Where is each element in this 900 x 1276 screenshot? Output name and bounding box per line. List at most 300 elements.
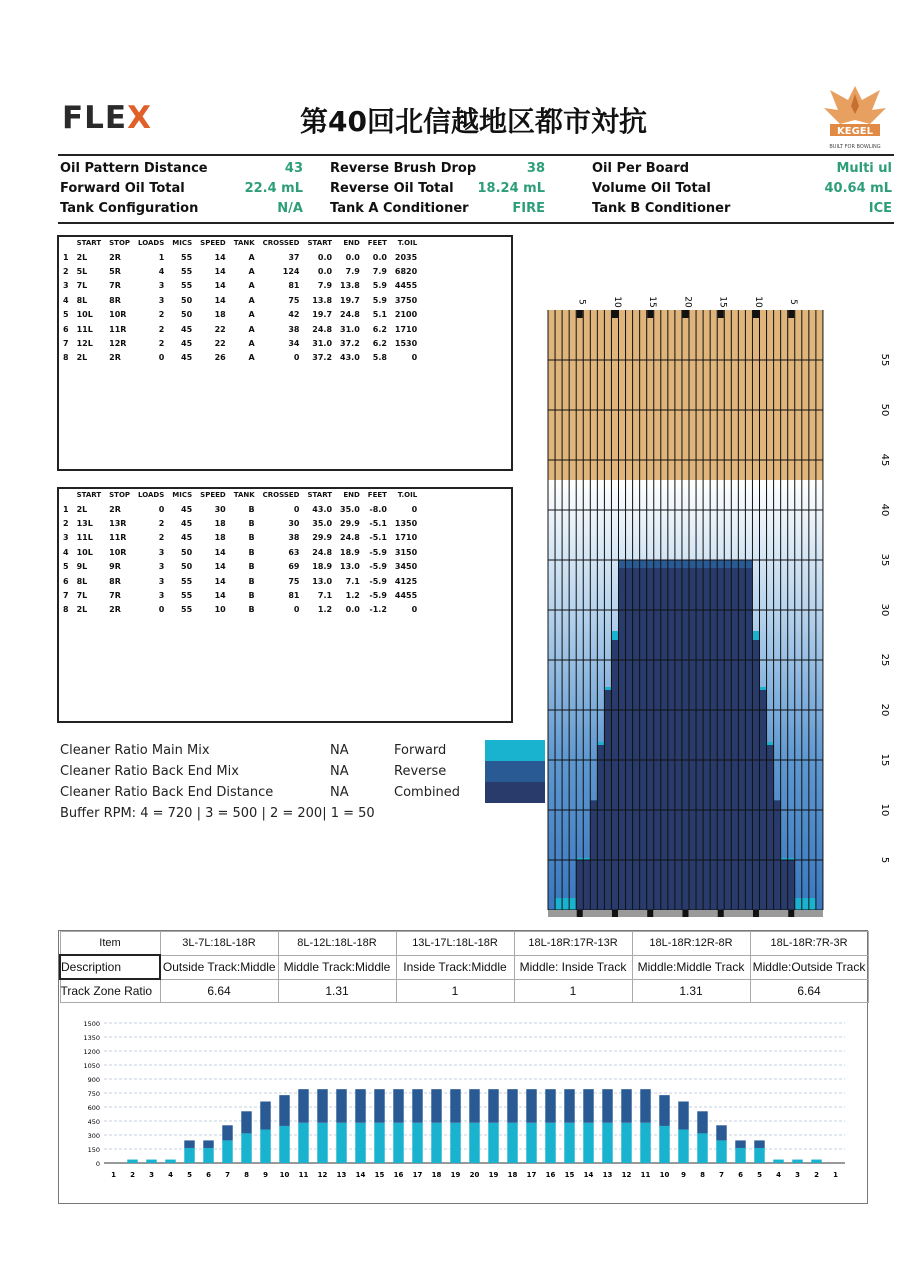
reverse-bar (469, 1089, 479, 1123)
table-cell: 5.1 (372, 310, 387, 320)
y-tick-label: 750 (87, 1090, 100, 1098)
forward-table-row (59, 351, 421, 365)
x-tick-label: 7 (719, 1171, 724, 1179)
distance-label: 15 (879, 753, 890, 767)
table-cell: 6.2 (372, 339, 387, 349)
reverse-bar (697, 1111, 707, 1133)
x-tick-label: 6 (206, 1171, 211, 1179)
x-tick-label: 17 (412, 1171, 423, 1179)
table-cell: 37.2 (312, 353, 333, 363)
table-cell: 3 (158, 576, 165, 586)
info-value: ICE (868, 200, 892, 216)
forward-bar (393, 1123, 403, 1163)
info-value: 38 (526, 160, 545, 176)
forward-bar (146, 1160, 156, 1163)
column-header: SPEED (200, 239, 226, 247)
table-cell: 55 (181, 267, 193, 277)
forward-bar (773, 1160, 783, 1163)
column-header: LOADS (138, 491, 165, 499)
table-cell: 3 (158, 547, 165, 557)
zone-ratio: 1 (396, 979, 514, 1003)
table-cell: 30 (214, 504, 226, 514)
cleaner-label: Cleaner Ratio Back End Mix (60, 764, 239, 779)
table-cell: 4 (158, 267, 165, 277)
info-col-3 (592, 158, 892, 218)
x-tick-label: 13 (602, 1171, 613, 1179)
reverse-bar (241, 1111, 251, 1133)
table-cell: 5.8 (372, 353, 387, 363)
table-cell: 34 (288, 339, 300, 349)
lane-arrow (612, 310, 618, 318)
table-cell: 8R (109, 295, 121, 305)
table-cell: 2R (109, 504, 121, 514)
reverse-table-row (59, 603, 421, 617)
kegel-logo (820, 80, 890, 152)
table-cell: 0.0 (317, 267, 333, 277)
table-cell: 7L (76, 281, 88, 291)
table-cell: 2 (158, 339, 165, 349)
info-label: Tank A Conditioner (330, 200, 469, 216)
table-cell: 11R (109, 324, 127, 334)
forward-bar (317, 1123, 327, 1163)
reverse-oil-cell (689, 560, 696, 568)
reverse-table-row (59, 588, 421, 602)
reverse-bar (222, 1125, 232, 1140)
forward-bar (507, 1123, 517, 1163)
forward-bar (735, 1148, 745, 1163)
forward-bar (298, 1123, 308, 1163)
table-cell: 14 (214, 281, 226, 291)
combined-oil-cell (760, 690, 767, 910)
distance-label: 10 (879, 803, 890, 817)
table-cell: 7L (76, 591, 88, 601)
reverse-oil-cell (640, 560, 647, 568)
combined-oil-cell (611, 640, 618, 910)
table-cell: -8.0 (369, 504, 387, 514)
forward-table-row (59, 279, 421, 293)
combined-oil-cell (640, 568, 647, 910)
table-cell: 0 (158, 353, 165, 363)
table-cell: 1 (63, 252, 69, 262)
cleaner-row (60, 785, 550, 806)
combined-oil-cell (745, 568, 752, 910)
table-cell: 14 (214, 562, 226, 572)
reverse-table-row (59, 545, 421, 559)
x-tick-label: 8 (244, 1171, 249, 1179)
forward-bar (412, 1123, 422, 1163)
table-cell: 11L (76, 533, 93, 543)
table-cell: 50 (181, 562, 193, 572)
combined-oil-cell (774, 801, 781, 910)
reverse-oil-cell (710, 560, 717, 568)
table-cell: 5.9 (372, 281, 387, 291)
table-cell: B (248, 562, 255, 572)
zone-ratio-row (60, 979, 868, 1003)
table-cell: 2L (76, 605, 88, 615)
table-cell: 1710 (394, 324, 418, 334)
table-cell: -1.2 (369, 605, 387, 615)
column-header: TANK (233, 491, 255, 499)
table-cell: 1.2 (345, 591, 360, 601)
info-col-1 (60, 158, 303, 218)
table-cell: 13.8 (340, 281, 360, 291)
table-cell: 24.8 (312, 324, 333, 334)
forward-bar (431, 1123, 441, 1163)
table-cell: -5.9 (369, 562, 387, 572)
table-cell: 1.2 (317, 605, 333, 615)
arrow-label: 15 (647, 296, 658, 308)
table-cell: 8 (63, 605, 69, 615)
legend-forward-label: Forward (394, 743, 447, 758)
reverse-bar (184, 1140, 194, 1148)
table-cell: 11L (76, 324, 93, 334)
distance-label: 5 (879, 856, 890, 864)
table-cell: A (248, 267, 255, 277)
table-cell: 29.9 (340, 519, 360, 529)
table-cell: 43.0 (340, 353, 360, 363)
table-cell: 22 (214, 339, 226, 349)
lane-dot (753, 910, 759, 917)
forward-bar (640, 1123, 650, 1163)
distance-label: 30 (879, 603, 890, 617)
zone-ratio: 6.64 (750, 979, 868, 1003)
table-cell: 45 (181, 324, 193, 334)
reverse-oil-cell (696, 560, 703, 568)
reverse-bar (203, 1140, 213, 1148)
zone-header: 8L-12L:18L-18R (278, 932, 396, 956)
combined-oil-cell (752, 640, 759, 910)
table-cell: 10L (76, 310, 93, 320)
info-value: 40.64 mL (824, 180, 892, 196)
reverse-bar (507, 1089, 517, 1123)
forward-bar (165, 1160, 175, 1163)
column-header: LOADS (138, 239, 165, 247)
table-cell: 50 (181, 295, 193, 305)
table-cell: 2L (76, 353, 88, 363)
zone-header: 18L-18R:17R-13R (514, 932, 632, 956)
page-title: 第40回北信越地区都市対抗 (300, 105, 647, 138)
table-cell: 26 (214, 353, 226, 363)
forward-table-row (59, 322, 421, 336)
x-tick-label: 2 (130, 1171, 135, 1179)
zone-description: Middle:Middle Track (632, 955, 750, 979)
table-cell: 10R (109, 547, 127, 557)
flex-logo (62, 100, 152, 136)
table-cell: 22 (214, 324, 226, 334)
table-cell: 2 (158, 324, 165, 334)
table-cell: 2R (109, 605, 121, 615)
forward-oil-cell (555, 898, 562, 910)
reverse-oil-cell (703, 560, 710, 568)
table-cell: 11R (109, 533, 127, 543)
forward-bar (678, 1129, 688, 1163)
table-cell: 7.9 (317, 281, 333, 291)
column-header: FEET (367, 239, 387, 247)
lane-arrow (718, 310, 724, 318)
table-cell: 5.9 (372, 295, 387, 305)
table-cell: A (248, 339, 255, 349)
column-header: START (307, 491, 333, 499)
table-cell: 14 (214, 267, 226, 277)
table-cell: 0 (293, 353, 300, 363)
column-header: START (76, 239, 102, 247)
table-cell: 18.9 (340, 547, 360, 557)
combined-oil-cell (767, 745, 774, 910)
cleaner-value: NA (330, 785, 349, 800)
table-cell: 19.7 (340, 295, 360, 305)
reverse-oil-cell (745, 560, 752, 568)
table-cell: 55 (181, 281, 193, 291)
table-cell: 10 (214, 605, 226, 615)
reverse-oil-cell (619, 560, 626, 568)
table-cell: 124 (282, 267, 300, 277)
x-tick-label: 18 (507, 1171, 518, 1179)
info-label: Reverse Brush Drop (330, 160, 477, 176)
forward-bar (621, 1123, 631, 1163)
table-cell: 43.0 (312, 504, 333, 514)
table-cell: 18 (214, 533, 226, 543)
table-cell: 1530 (394, 339, 418, 349)
arrow-label: 10 (752, 296, 763, 308)
table-cell: 18 (214, 310, 226, 320)
table-cell: 2 (158, 310, 165, 320)
lane-graphic (545, 240, 900, 920)
table-cell: 4455 (394, 281, 418, 291)
combined-oil-cell (668, 568, 675, 910)
table-cell: A (248, 295, 255, 305)
table-cell: 0.0 (345, 252, 360, 262)
table-cell: B (248, 547, 255, 557)
legend-combined-swatch (485, 782, 547, 803)
forward-table-grid (59, 237, 421, 365)
table-cell: 37.2 (340, 339, 360, 349)
info-label: Reverse Oil Total (330, 180, 454, 196)
legend-forward-swatch (485, 740, 547, 761)
combined-oil-cell (696, 568, 703, 910)
info-col-2 (330, 158, 545, 218)
table-cell: 37 (288, 252, 300, 262)
reverse-bar (260, 1101, 270, 1129)
table-cell: 0 (411, 605, 418, 615)
y-tick-label: 450 (87, 1118, 100, 1126)
combined-oil-cell (626, 568, 633, 910)
table-cell: 13.8 (312, 295, 333, 305)
x-tick-label: 14 (355, 1171, 366, 1179)
table-cell: 1350 (394, 519, 418, 529)
x-tick-label: 19 (450, 1171, 461, 1179)
reverse-bar (659, 1095, 669, 1126)
table-cell: 2R (109, 353, 121, 363)
x-tick-label: 20 (469, 1171, 480, 1179)
combined-oil-cell (724, 568, 731, 910)
reverse-bar (640, 1089, 650, 1123)
info-value: 22.4 mL (244, 180, 303, 196)
table-cell: 55 (181, 576, 193, 586)
combined-oil-cell (604, 690, 611, 910)
x-tick-label: 4 (168, 1171, 173, 1179)
info-value: 18.24 mL (477, 180, 545, 196)
reverse-oil-cell (668, 560, 675, 568)
combined-oil-cell (710, 568, 717, 910)
combined-oil-cell (583, 860, 590, 910)
forward-oil-cell (795, 898, 802, 910)
table-cell: 35.0 (312, 519, 333, 529)
table-cell: 8L (76, 295, 88, 305)
table-cell: 6 (63, 576, 69, 586)
table-cell: 69 (288, 562, 300, 572)
column-header: CROSSED (262, 239, 300, 247)
table-cell: 8 (63, 353, 69, 363)
x-tick-label: 15 (564, 1171, 575, 1179)
table-cell: 1710 (394, 533, 418, 543)
table-cell: 7 (63, 339, 69, 349)
x-tick-label: 19 (488, 1171, 499, 1179)
table-cell: A (248, 353, 255, 363)
reverse-bar (735, 1140, 745, 1148)
reverse-bar (754, 1140, 764, 1148)
arrow-label: 5 (788, 299, 799, 305)
x-tick-label: 6 (738, 1171, 743, 1179)
forward-bar (374, 1123, 384, 1163)
info-label: Forward Oil Total (60, 180, 185, 196)
reverse-bar (279, 1095, 289, 1126)
combined-oil-cell (597, 745, 604, 910)
reverse-bar (602, 1089, 612, 1123)
x-tick-label: 5 (757, 1171, 762, 1179)
reverse-bar (488, 1089, 498, 1123)
forward-bar (716, 1140, 726, 1163)
combined-oil-cell (781, 860, 788, 910)
table-cell: 24.8 (340, 533, 360, 543)
table-cell: 13L (76, 519, 93, 529)
table-cell: 3 (158, 562, 165, 572)
table-cell: B (248, 605, 255, 615)
table-cell: 3750 (394, 295, 418, 305)
reverse-table-row (59, 560, 421, 574)
zone-description: Middle Track:Middle (278, 955, 396, 979)
x-tick-label: 5 (187, 1171, 192, 1179)
forward-table-row (59, 264, 421, 278)
table-cell: 0 (158, 605, 165, 615)
table-cell: B (248, 504, 255, 514)
table-cell: 2L (76, 252, 88, 262)
y-tick-label: 900 (87, 1076, 100, 1084)
arrow-label: 15 (717, 296, 728, 308)
zone-description: Middle: Inside Track (514, 955, 632, 979)
column-header: TANK (233, 239, 255, 247)
table-cell: 13.0 (312, 576, 333, 586)
zone-ratio: 1.31 (278, 979, 396, 1003)
combined-oil-cell (689, 568, 696, 910)
table-cell: 31.0 (312, 339, 333, 349)
x-tick-label: 16 (545, 1171, 556, 1179)
table-cell: A (248, 252, 255, 262)
table-cell: 7R (109, 281, 121, 291)
table-cell: 50 (181, 310, 193, 320)
distance-label: 55 (879, 353, 890, 367)
forward-bar (355, 1123, 365, 1163)
table-cell: 10R (109, 310, 127, 320)
table-cell: 5R (109, 267, 121, 277)
table-cell: 13R (109, 519, 127, 529)
legend-reverse-swatch (485, 761, 547, 782)
column-header: MICS (172, 239, 193, 247)
combined-oil-cell (633, 568, 640, 910)
table-cell: 14 (214, 295, 226, 305)
combined-oil-cell (576, 860, 583, 910)
x-tick-label: 1 (833, 1171, 838, 1179)
table-cell: -5.1 (369, 519, 387, 529)
table-cell: 7.1 (317, 591, 333, 601)
table-cell: 45 (181, 533, 193, 543)
table-cell: 38 (288, 533, 300, 543)
table-cell: 3 (158, 281, 165, 291)
table-cell: 45 (181, 339, 193, 349)
table-cell: 31.0 (340, 324, 360, 334)
column-header: MICS (172, 491, 193, 499)
table-cell: 7.9 (372, 267, 387, 277)
forward-bar (488, 1123, 498, 1163)
x-tick-label: 12 (317, 1171, 328, 1179)
table-cell: 50 (181, 547, 193, 557)
y-tick-label: 1500 (83, 1020, 100, 1028)
table-cell: 6820 (394, 267, 418, 277)
reverse-bar (545, 1089, 555, 1123)
reverse-table-row (59, 502, 421, 516)
info-label: Tank B Conditioner (592, 200, 731, 216)
table-cell: A (248, 310, 255, 320)
forward-bar (469, 1123, 479, 1163)
reverse-bar (564, 1089, 574, 1123)
reverse-oil-cell (633, 560, 640, 568)
table-cell: 3 (158, 295, 165, 305)
table-cell: 10L (76, 547, 93, 557)
zone-description-row (60, 955, 868, 979)
arrow-label: 10 (611, 296, 622, 308)
lane-svg (545, 240, 900, 920)
table-cell: B (248, 519, 255, 529)
table-cell: 9L (76, 562, 88, 572)
table-cell: 3150 (394, 547, 418, 557)
table-cell: 55 (181, 252, 193, 262)
distance-label: 40 (879, 503, 890, 517)
zone-description: Middle:Outside Track (750, 955, 868, 979)
table-cell: 14 (214, 252, 226, 262)
table-cell: 0 (411, 353, 418, 363)
column-header: CROSSED (262, 491, 300, 499)
forward-bar (526, 1123, 536, 1163)
x-tick-label: 14 (583, 1171, 594, 1179)
forward-bar (222, 1140, 232, 1163)
reverse-oil-cell (731, 560, 738, 568)
table-cell: 2100 (394, 310, 418, 320)
y-tick-label: 1200 (83, 1048, 100, 1056)
x-tick-label: 8 (700, 1171, 705, 1179)
y-tick-label: 150 (87, 1146, 100, 1154)
table-cell: 14 (214, 547, 226, 557)
x-tick-label: 3 (149, 1171, 154, 1179)
table-cell: 55 (181, 591, 193, 601)
reverse-oil-cell (626, 560, 633, 568)
table-cell: 14 (214, 591, 226, 601)
zone-ratio: 6.64 (160, 979, 278, 1003)
combined-oil-cell (675, 568, 682, 910)
combined-oil-cell (731, 568, 738, 910)
table-cell: -5.1 (369, 533, 387, 543)
combined-oil-cell (619, 568, 626, 910)
table-cell: 55 (181, 605, 193, 615)
table-cell: 8R (109, 576, 121, 586)
